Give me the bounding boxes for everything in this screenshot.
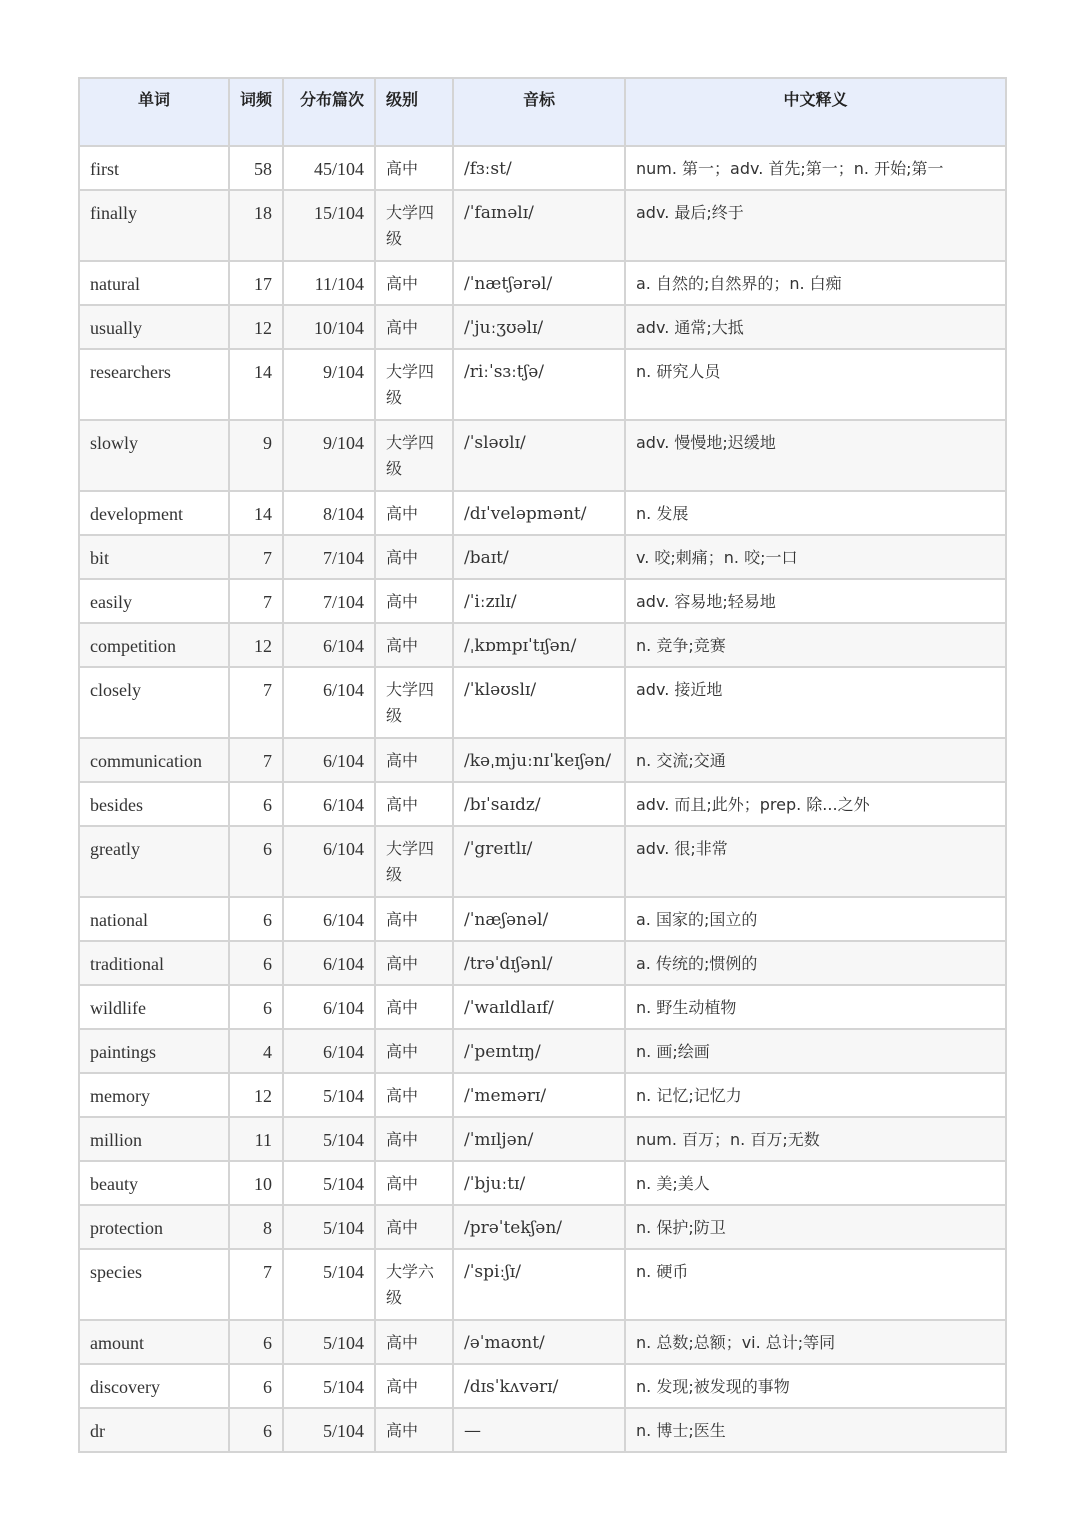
distribution-cell: 6/104	[283, 897, 375, 941]
level-cell: 高中	[375, 1161, 453, 1205]
word-cell: species	[79, 1249, 229, 1320]
table-row	[79, 305, 1006, 349]
phonetic-cell: /riːˈsɜːtʃə/	[453, 349, 625, 420]
distribution-cell: 5/104	[283, 1249, 375, 1320]
meaning-cell: n. 野生动植物	[625, 985, 1006, 1029]
meaning-cell: num. 百万；n. 百万;无数	[625, 1117, 1006, 1161]
meaning-cell: a. 国家的;国立的	[625, 897, 1006, 941]
table-row	[79, 941, 1006, 985]
word-cell: competition	[79, 623, 229, 667]
distribution-cell: 5/104	[283, 1205, 375, 1249]
phonetic-cell: /ˈbjuːtɪ/	[453, 1161, 625, 1205]
table-row	[79, 1073, 1006, 1117]
distribution-cell: 6/104	[283, 782, 375, 826]
level-cell: 高中	[375, 146, 453, 190]
meaning-cell: adv. 接近地	[625, 667, 1006, 738]
distribution-cell: 6/104	[283, 985, 375, 1029]
table-row	[79, 1205, 1006, 1249]
frequency-cell: 12	[229, 623, 283, 667]
level-cell: 高中	[375, 579, 453, 623]
distribution-cell: 45/104	[283, 146, 375, 190]
level-cell: 高中	[375, 1408, 453, 1452]
header-meaning: 中文释义	[625, 78, 1006, 146]
word-cell: besides	[79, 782, 229, 826]
word-cell: natural	[79, 261, 229, 305]
level-cell: 高中	[375, 491, 453, 535]
table-row	[79, 623, 1006, 667]
word-cell: million	[79, 1117, 229, 1161]
word-cell: discovery	[79, 1364, 229, 1408]
phonetic-cell: /ˈmɪljən/	[453, 1117, 625, 1161]
word-cell: easily	[79, 579, 229, 623]
meaning-cell: n. 硬币	[625, 1249, 1006, 1320]
word-cell: first	[79, 146, 229, 190]
distribution-cell: 9/104	[283, 420, 375, 491]
table-row	[79, 738, 1006, 782]
table-row	[79, 146, 1006, 190]
table-row	[79, 1364, 1006, 1408]
distribution-cell: 6/104	[283, 941, 375, 985]
phonetic-cell: /ˈkləʊslɪ/	[453, 667, 625, 738]
level-cell: 高中	[375, 1320, 453, 1364]
frequency-cell: 6	[229, 782, 283, 826]
word-cell: usually	[79, 305, 229, 349]
word-cell: protection	[79, 1205, 229, 1249]
phonetic-cell: /ˈwaɪldlaɪf/	[453, 985, 625, 1029]
frequency-cell: 6	[229, 985, 283, 1029]
word-cell: wildlife	[79, 985, 229, 1029]
distribution-cell: 10/104	[283, 305, 375, 349]
level-cell: 高中	[375, 782, 453, 826]
header-phonetic: 音标	[453, 78, 625, 146]
level-cell: 高中	[375, 738, 453, 782]
frequency-cell: 7	[229, 535, 283, 579]
word-cell: beauty	[79, 1161, 229, 1205]
meaning-cell: n. 发展	[625, 491, 1006, 535]
level-cell: 大学四级	[375, 190, 453, 261]
table-row	[79, 349, 1006, 420]
distribution-cell: 5/104	[283, 1408, 375, 1452]
level-cell: 高中	[375, 897, 453, 941]
phonetic-cell: /trəˈdɪʃənl/	[453, 941, 625, 985]
distribution-cell: 6/104	[283, 826, 375, 897]
distribution-cell: 6/104	[283, 1029, 375, 1073]
phonetic-cell: /ˈsləʊlɪ/	[453, 420, 625, 491]
level-cell: 高中	[375, 535, 453, 579]
word-cell: paintings	[79, 1029, 229, 1073]
table-row	[79, 261, 1006, 305]
level-cell: 大学四级	[375, 667, 453, 738]
header-row	[79, 78, 1006, 146]
phonetic-cell: /ˈgreɪtlɪ/	[453, 826, 625, 897]
table-row	[79, 1029, 1006, 1073]
header-distribution: 分布篇次	[283, 78, 375, 146]
meaning-cell: n. 发现;被发现的事物	[625, 1364, 1006, 1408]
distribution-cell: 15/104	[283, 190, 375, 261]
phonetic-cell: /ˈiːzɪlɪ/	[453, 579, 625, 623]
phonetic-cell: /bɪˈsaɪdz/	[453, 782, 625, 826]
distribution-cell: 5/104	[283, 1364, 375, 1408]
distribution-cell: 5/104	[283, 1161, 375, 1205]
meaning-cell: adv. 容易地;轻易地	[625, 579, 1006, 623]
distribution-cell: 7/104	[283, 535, 375, 579]
word-cell: dr	[79, 1408, 229, 1452]
frequency-cell: 7	[229, 579, 283, 623]
distribution-cell: 9/104	[283, 349, 375, 420]
distribution-cell: 6/104	[283, 667, 375, 738]
meaning-cell: n. 交流;交通	[625, 738, 1006, 782]
level-cell: 高中	[375, 941, 453, 985]
word-cell: researchers	[79, 349, 229, 420]
frequency-cell: 17	[229, 261, 283, 305]
phonetic-cell: /ˈjuːʒʊəlɪ/	[453, 305, 625, 349]
meaning-cell: v. 咬;刺痛；n. 咬;一口	[625, 535, 1006, 579]
phonetic-cell: /ˈfaɪnəlɪ/	[453, 190, 625, 261]
table-row	[79, 667, 1006, 738]
frequency-cell: 6	[229, 826, 283, 897]
vocabulary-table	[78, 77, 1007, 1453]
meaning-cell: n. 画;绘画	[625, 1029, 1006, 1073]
level-cell: 高中	[375, 1205, 453, 1249]
frequency-cell: 4	[229, 1029, 283, 1073]
phonetic-cell: —	[453, 1408, 625, 1452]
table-body	[79, 146, 1006, 1452]
frequency-cell: 12	[229, 305, 283, 349]
frequency-cell: 6	[229, 897, 283, 941]
level-cell: 高中	[375, 305, 453, 349]
table-row	[79, 491, 1006, 535]
meaning-cell: adv. 慢慢地;迟缓地	[625, 420, 1006, 491]
level-cell: 大学四级	[375, 826, 453, 897]
table-row	[79, 190, 1006, 261]
level-cell: 高中	[375, 1117, 453, 1161]
phonetic-cell: /dɪsˈkʌvərɪ/	[453, 1364, 625, 1408]
table-row	[79, 1320, 1006, 1364]
meaning-cell: adv. 最后;终于	[625, 190, 1006, 261]
phonetic-cell: /fɜːst/	[453, 146, 625, 190]
meaning-cell: n. 记忆;记忆力	[625, 1073, 1006, 1117]
distribution-cell: 5/104	[283, 1073, 375, 1117]
table-row	[79, 420, 1006, 491]
distribution-cell: 5/104	[283, 1117, 375, 1161]
frequency-cell: 7	[229, 1249, 283, 1320]
table-row	[79, 1117, 1006, 1161]
frequency-cell: 6	[229, 1408, 283, 1452]
table-row	[79, 1161, 1006, 1205]
word-cell: national	[79, 897, 229, 941]
meaning-cell: adv. 而且;此外；prep. 除...之外	[625, 782, 1006, 826]
distribution-cell: 11/104	[283, 261, 375, 305]
distribution-cell: 6/104	[283, 623, 375, 667]
meaning-cell: a. 自然的;自然界的；n. 白痴	[625, 261, 1006, 305]
frequency-cell: 6	[229, 1364, 283, 1408]
word-cell: slowly	[79, 420, 229, 491]
frequency-cell: 58	[229, 146, 283, 190]
word-cell: finally	[79, 190, 229, 261]
word-cell: greatly	[79, 826, 229, 897]
level-cell: 高中	[375, 261, 453, 305]
phonetic-cell: /prəˈtekʃən/	[453, 1205, 625, 1249]
level-cell: 大学四级	[375, 420, 453, 491]
table-row	[79, 1408, 1006, 1452]
level-cell: 大学四级	[375, 349, 453, 420]
level-cell: 高中	[375, 1073, 453, 1117]
meaning-cell: n. 保护;防卫	[625, 1205, 1006, 1249]
header-level: 级别	[375, 78, 453, 146]
phonetic-cell: /əˈmaʊnt/	[453, 1320, 625, 1364]
phonetic-cell: /baɪt/	[453, 535, 625, 579]
table-row	[79, 826, 1006, 897]
header-frequency: 词频	[229, 78, 283, 146]
meaning-cell: adv. 很;非常	[625, 826, 1006, 897]
phonetic-cell: /ˌkɒmpɪˈtɪʃən/	[453, 623, 625, 667]
phonetic-cell: /ˈnætʃərəl/	[453, 261, 625, 305]
word-cell: bit	[79, 535, 229, 579]
phonetic-cell: /ˈmemərɪ/	[453, 1073, 625, 1117]
meaning-cell: a. 传统的;惯例的	[625, 941, 1006, 985]
frequency-cell: 6	[229, 941, 283, 985]
meaning-cell: n. 研究人员	[625, 349, 1006, 420]
distribution-cell: 5/104	[283, 1320, 375, 1364]
distribution-cell: 6/104	[283, 738, 375, 782]
word-cell: memory	[79, 1073, 229, 1117]
distribution-cell: 8/104	[283, 491, 375, 535]
distribution-cell: 7/104	[283, 579, 375, 623]
level-cell: 高中	[375, 985, 453, 1029]
phonetic-cell: /kəˌmjuːnɪˈkeɪʃən/	[453, 738, 625, 782]
meaning-cell: n. 博士;医生	[625, 1408, 1006, 1452]
frequency-cell: 6	[229, 1320, 283, 1364]
frequency-cell: 18	[229, 190, 283, 261]
frequency-cell: 14	[229, 491, 283, 535]
meaning-cell: n. 总数;总额；vi. 总计;等同	[625, 1320, 1006, 1364]
phonetic-cell: /dɪˈveləpmənt/	[453, 491, 625, 535]
frequency-cell: 12	[229, 1073, 283, 1117]
table-row	[79, 1249, 1006, 1320]
phonetic-cell: /ˈpeɪntɪŋ/	[453, 1029, 625, 1073]
level-cell: 高中	[375, 1029, 453, 1073]
word-cell: amount	[79, 1320, 229, 1364]
word-cell: communication	[79, 738, 229, 782]
word-cell: development	[79, 491, 229, 535]
frequency-cell: 7	[229, 738, 283, 782]
table-row	[79, 535, 1006, 579]
frequency-cell: 11	[229, 1117, 283, 1161]
frequency-cell: 8	[229, 1205, 283, 1249]
phonetic-cell: /ˈnæʃənəl/	[453, 897, 625, 941]
level-cell: 高中	[375, 623, 453, 667]
meaning-cell: num. 第一；adv. 首先;第一；n. 开始;第一	[625, 146, 1006, 190]
table-row	[79, 985, 1006, 1029]
table-row	[79, 782, 1006, 826]
meaning-cell: n. 美;美人	[625, 1161, 1006, 1205]
table-header	[79, 78, 1006, 146]
table-row	[79, 579, 1006, 623]
frequency-cell: 14	[229, 349, 283, 420]
word-cell: traditional	[79, 941, 229, 985]
level-cell: 大学六级	[375, 1249, 453, 1320]
frequency-cell: 10	[229, 1161, 283, 1205]
header-word: 单词	[79, 78, 229, 146]
phonetic-cell: /ˈspiːʃɪ/	[453, 1249, 625, 1320]
frequency-cell: 9	[229, 420, 283, 491]
table-row	[79, 897, 1006, 941]
frequency-cell: 7	[229, 667, 283, 738]
level-cell: 高中	[375, 1364, 453, 1408]
meaning-cell: adv. 通常;大抵	[625, 305, 1006, 349]
word-cell: closely	[79, 667, 229, 738]
meaning-cell: n. 竞争;竞赛	[625, 623, 1006, 667]
